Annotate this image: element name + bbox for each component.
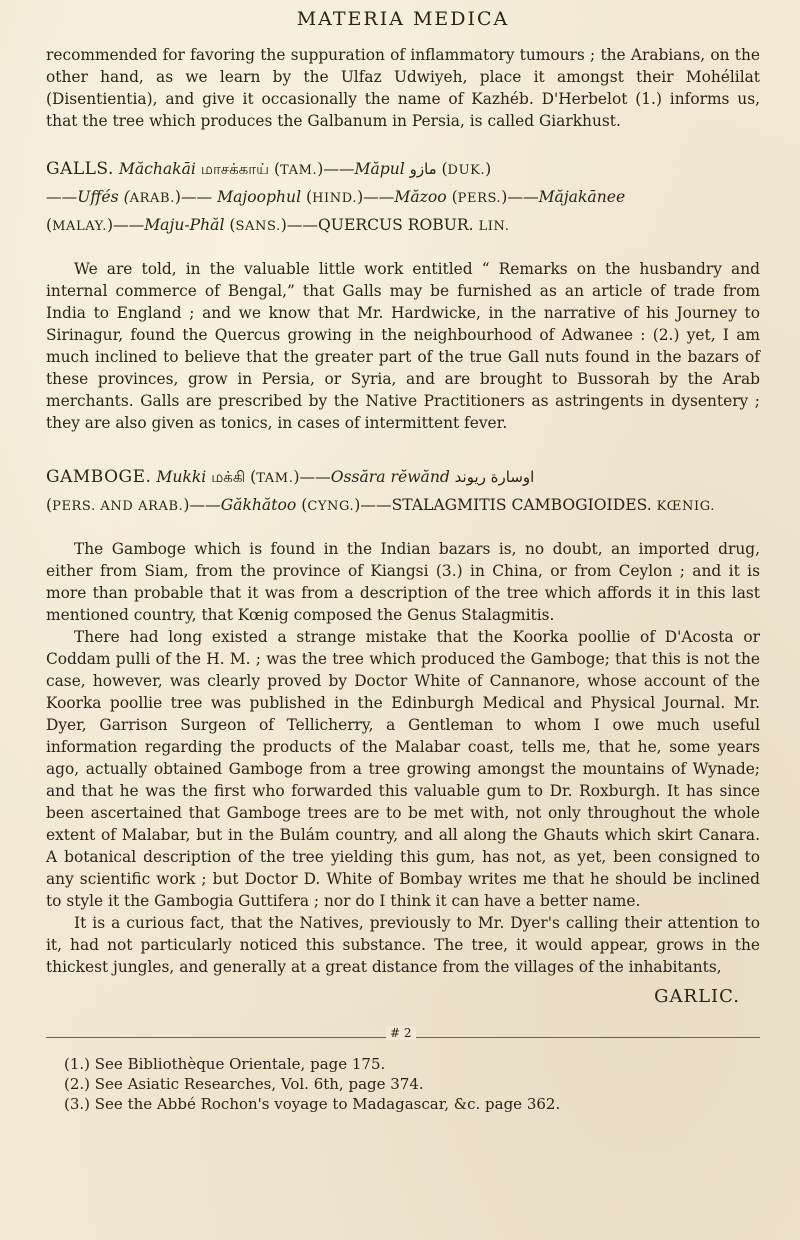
- persian-script: اوسارة ريوند: [449, 468, 535, 486]
- galls-text: (: [268, 160, 281, 178]
- authority-tag: KŒNIG.: [656, 499, 715, 514]
- galls-text: (: [301, 188, 313, 206]
- footnote-rule: [46, 1026, 760, 1040]
- gamboge-paragraph-2: There had long existed a strange mistake that the Koorka poollie of D'Acosta or Coddam pulli of the H. M. ; was the tree which produced the Gamboge; that this is not the case, however, was clearly proved by Doctor White of Cannanore, whose account of the Koorka poollie tree was published in the Edinburgh Medical and Physical Journal. Mr. Dyer, Garrison Surgeon of Tellicherry, a Gentleman to whom I owe much useful information regarding the products of the Malabar coast, tells me, that he, some years ago, actually obtained Gamboge from a tree growing amongst the mountains of Wynade; and that he was the first who forwarded this valuable gum to Dr. Roxburgh. It has since been ascertained that Gamboge trees are to be met with, not only throughout the whole extent of Malabar, but in the Bulám country, and all along the Ghauts which skirt Canara. A botanical description of the tree yielding this gum, has not, as yet, been consigned to any scientific work ; but Doctor D. White of Bombay writes me that he should be inclined to style it the Gambogia Guttifera ; nor do I think it can have a better name.: [46, 628, 760, 910]
- gamboge-paragraph-1: The Gamboge which is found in the Indian bazars is, no doubt, an imported drug, either from Siam, from the province of Kiangsi (3.) in China, or from Ceylon ; and it is more than probable that it was from a description of the tree which affords it in this last mentioned country, that Kœnig composed the Genus Stalagmitis.: [46, 540, 760, 624]
- lang-tag: CYNG.: [307, 499, 355, 514]
- gamboge-text: (: [46, 496, 53, 514]
- gamboge-text: )——: [293, 468, 331, 486]
- galls-text: ): [485, 160, 492, 178]
- galls-text: (: [441, 160, 448, 178]
- galls-text: ——Uffés (: [46, 188, 130, 206]
- galls-text: Majoophul: [217, 188, 302, 206]
- gamboge-heading: [46, 464, 760, 520]
- lang-tag: SANS.: [235, 219, 281, 234]
- footnote: (3.) See the Abbé Rochon's voyage to Madagascar, &c. page 362.: [64, 1095, 561, 1113]
- entry-name-galls: GALLS.: [46, 159, 114, 179]
- lang-tag: DUK.: [447, 163, 486, 178]
- lang-tag: TAM.: [256, 471, 294, 486]
- gamboge-paragraph-3: It is a curious fact, that the Natives, previously to Mr. Dyer's calling their attention to it, had not particularly noticed this substance. The tree, it would appear, grows in the thickest jungles, and generally at a great distance from the villages of the inhabitants,: [46, 914, 760, 976]
- galls-body: We are told, in the valuable little work entitled “ Remarks on the husbandry and internal commerce of Bengal,” that Galls may be furnished as an article of trade from India to England ; and we know that Mr. Hardwicke, in the narrative of his Journey to Sirinagur, found the Quercus growing in the neighbourhood of Adwanee : (2.) yet, I am much inclined to believe that the greater part of the true Gall nuts found in the bazars of these provinces, grow in Persia, or Syria, and are brought to Bussorah by the Arab merchants. Galls are prescribed by the Native Practitioners as astringents in dysentery ; they are also given as tonics, in cases of intermittent fever.: [46, 260, 760, 432]
- gamboge-text: (: [245, 468, 257, 486]
- footnotes: [46, 1054, 760, 1114]
- gamboge-text: )——STALAGMITIS CAMBOGIOIDES.: [354, 496, 657, 514]
- lang-tag: ARAB.: [138, 499, 184, 514]
- gamboge-text: Găkhătoo: [220, 496, 297, 514]
- galls-text: (: [446, 188, 458, 206]
- galls-text: )——: [501, 188, 539, 206]
- authority-tag: LIN.: [478, 219, 510, 234]
- galls-text: )——: [357, 188, 395, 206]
- signature-mark: # 2: [386, 1026, 416, 1040]
- galls-text: Măjakānee: [538, 188, 626, 206]
- lang-tag: MALAY.: [52, 219, 107, 234]
- galls-entry: [46, 156, 760, 434]
- gamboge-text: Ossăra rĕwănd: [330, 468, 450, 486]
- lang-tag: PERS.: [52, 499, 96, 514]
- galls-text: )——: [174, 188, 218, 206]
- galls-text: Măzoo: [394, 188, 447, 206]
- galls-text: (: [224, 216, 236, 234]
- gamboge-entry: [46, 464, 760, 1007]
- lang-tag: TAM.: [280, 163, 318, 178]
- lang-tag: ARAB.: [129, 191, 175, 206]
- gamboge-text: Mukki: [151, 468, 212, 486]
- running-title: MATERIA MEDICA: [296, 8, 510, 30]
- tamil-script: மக்கி: [211, 468, 246, 486]
- footnote: (1.) See Bibliothèque Orientale, page 175.: [64, 1055, 386, 1073]
- persian-script: مازو: [404, 160, 442, 178]
- intro-paragraph: recommended for favoring the suppuration of inflammatory tumours ; the Arabians, on the other hand, as we learn by the Ulfaz Udwiyeh, place it amongst their Mohélilat (Disentientia), and give it occasionally the name of Kazhéb. D'Herbelot (1.) informs us, that the tree which produces the Galbanum in Persia, is called Giarkhust.: [46, 46, 760, 130]
- footnote: (2.) See Asiatic Researches, Vol. 6th, page 374.: [64, 1075, 424, 1093]
- galls-text: )——: [106, 216, 145, 234]
- gamboge-text: )——: [183, 496, 221, 514]
- galls-text: (: [46, 216, 53, 234]
- gamboge-text: AND: [95, 499, 139, 514]
- galls-text: Măchakāi: [113, 160, 201, 178]
- galls-heading: [46, 156, 760, 240]
- galls-text: Măpul: [354, 160, 405, 178]
- lang-tag: HIND.: [312, 191, 358, 206]
- catchword: GARLIC.: [654, 986, 740, 1007]
- entry-name-gamboge: GAMBOGE.: [46, 467, 152, 487]
- galls-text: )——: [317, 160, 355, 178]
- tamil-script: மாசக்காய்: [200, 160, 269, 178]
- lang-tag: PERS.: [457, 191, 502, 206]
- galls-text: Maju-Phăl: [144, 216, 225, 234]
- gamboge-text: (: [296, 496, 308, 514]
- galls-text: )——QUERCUS ROBUR.: [280, 216, 479, 234]
